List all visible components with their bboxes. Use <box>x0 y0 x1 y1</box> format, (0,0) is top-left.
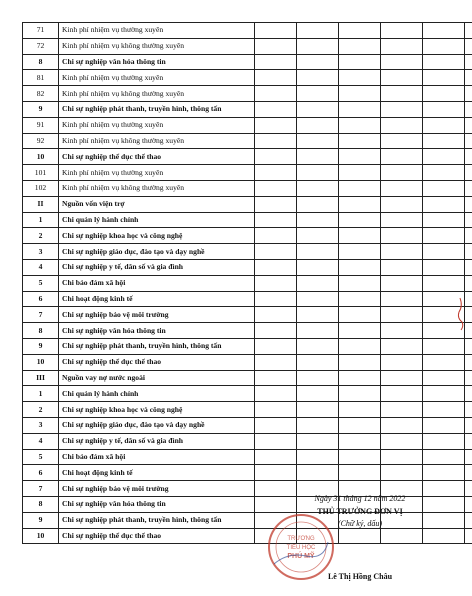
row-number-cell: 8 <box>23 496 59 512</box>
value-cell <box>297 117 339 133</box>
value-cell <box>339 212 381 228</box>
row-name-cell: Chi sự nghiệp phát thanh, truyền hình, thông tấn <box>59 512 255 528</box>
value-cell <box>465 86 472 102</box>
value-cell <box>339 196 381 212</box>
signature-date: Ngày 31 tháng 12 năm 2022 <box>314 494 406 503</box>
value-cell <box>465 259 472 275</box>
value-cell <box>339 354 381 370</box>
value-cell <box>255 386 297 402</box>
table-row <box>23 386 472 402</box>
table-row <box>23 54 472 70</box>
value-cell <box>423 117 465 133</box>
value-cell <box>297 338 339 354</box>
value-cell <box>339 275 381 291</box>
value-cell <box>381 117 423 133</box>
row-name-cell: Chi bảo đảm xã hội <box>59 275 255 291</box>
row-number-cell: 9 <box>23 101 59 117</box>
value-cell <box>297 370 339 386</box>
row-number-cell: 7 <box>23 481 59 497</box>
value-cell <box>423 212 465 228</box>
budget-table-body <box>23 23 472 544</box>
table-row <box>23 338 472 354</box>
signature-note: (Chữ ký, dấu) <box>337 519 383 528</box>
value-cell <box>465 275 472 291</box>
value-cell <box>423 101 465 117</box>
row-number-cell: 7 <box>23 307 59 323</box>
value-cell <box>255 117 297 133</box>
value-cell <box>381 101 423 117</box>
row-name-cell: Kinh phí nhiệm vụ không thường xuyên <box>59 86 255 102</box>
value-cell <box>297 101 339 117</box>
row-name-cell: Chi sự nghiệp bảo vệ môi trường <box>59 307 255 323</box>
value-cell <box>465 496 472 512</box>
value-cell <box>423 38 465 54</box>
table-row <box>23 196 472 212</box>
value-cell <box>465 165 472 181</box>
value-cell <box>423 433 465 449</box>
value-cell <box>297 307 339 323</box>
table-row <box>23 433 472 449</box>
svg-text:TRƯỜNG: TRƯỜNG <box>287 536 315 542</box>
table-row <box>23 228 472 244</box>
value-cell <box>381 433 423 449</box>
row-number-cell: 5 <box>23 275 59 291</box>
value-cell <box>339 70 381 86</box>
signature-title: THỦ TRƯỞNG ĐƠN VỊ <box>317 506 403 516</box>
value-cell <box>339 338 381 354</box>
value-cell <box>423 338 465 354</box>
value-cell <box>465 528 472 544</box>
value-cell <box>465 338 472 354</box>
value-cell <box>255 370 297 386</box>
value-cell <box>381 86 423 102</box>
row-name-cell: Chi sự nghiệp bảo vệ môi trường <box>59 481 255 497</box>
value-cell <box>465 449 472 465</box>
table-row <box>23 149 472 165</box>
table-row <box>23 307 472 323</box>
value-cell <box>339 259 381 275</box>
value-cell <box>339 86 381 102</box>
value-cell <box>339 117 381 133</box>
value-cell <box>381 54 423 70</box>
value-cell <box>255 244 297 260</box>
table-row <box>23 165 472 181</box>
row-name-cell: Chi sự nghiệp văn hóa thông tin <box>59 496 255 512</box>
value-cell <box>381 212 423 228</box>
value-cell <box>423 133 465 149</box>
value-cell <box>297 244 339 260</box>
value-cell <box>381 449 423 465</box>
row-number-cell: 101 <box>23 165 59 181</box>
value-cell <box>297 386 339 402</box>
value-cell <box>339 38 381 54</box>
value-cell <box>381 338 423 354</box>
row-number-cell: 10 <box>23 528 59 544</box>
value-cell <box>255 70 297 86</box>
table-row <box>23 291 472 307</box>
row-number-cell: 6 <box>23 291 59 307</box>
value-cell <box>339 180 381 196</box>
value-cell <box>465 386 472 402</box>
row-name-cell: Chi sự nghiệp y tế, dân số và gia đình <box>59 259 255 275</box>
value-cell <box>381 180 423 196</box>
table-row <box>23 133 472 149</box>
value-cell <box>381 244 423 260</box>
value-cell <box>381 323 423 339</box>
value-cell <box>423 386 465 402</box>
row-name-cell: Chi quản lý hành chính <box>59 212 255 228</box>
table-row <box>23 244 472 260</box>
value-cell <box>255 307 297 323</box>
value-cell <box>423 465 465 481</box>
value-cell <box>381 291 423 307</box>
value-cell <box>297 70 339 86</box>
value-cell <box>297 23 339 39</box>
value-cell <box>255 133 297 149</box>
value-cell <box>297 228 339 244</box>
value-cell <box>423 228 465 244</box>
table-row <box>23 370 472 386</box>
value-cell <box>339 101 381 117</box>
value-cell <box>255 417 297 433</box>
table-row <box>23 212 472 228</box>
value-cell <box>423 449 465 465</box>
value-cell <box>465 212 472 228</box>
row-name-cell: Nguồn vốn viện trợ <box>59 196 255 212</box>
value-cell <box>423 275 465 291</box>
row-name-cell: Nguồn vay nợ nước ngoài <box>59 370 255 386</box>
value-cell <box>255 23 297 39</box>
value-cell <box>423 196 465 212</box>
row-number-cell: 8 <box>23 54 59 70</box>
value-cell <box>381 70 423 86</box>
row-number-cell: 3 <box>23 417 59 433</box>
value-cell <box>297 291 339 307</box>
value-cell <box>339 370 381 386</box>
value-cell <box>465 23 472 39</box>
row-number-cell: 10 <box>23 354 59 370</box>
value-cell <box>297 38 339 54</box>
value-cell <box>297 149 339 165</box>
value-cell <box>297 133 339 149</box>
row-name-cell: Kinh phí nhiệm vụ không thường xuyên <box>59 38 255 54</box>
value-cell <box>423 70 465 86</box>
value-cell <box>381 386 423 402</box>
value-cell <box>381 165 423 181</box>
value-cell <box>423 165 465 181</box>
value-cell <box>381 23 423 39</box>
value-cell <box>297 417 339 433</box>
value-cell <box>255 86 297 102</box>
row-number-cell: 71 <box>23 23 59 39</box>
value-cell <box>465 228 472 244</box>
table-row <box>23 38 472 54</box>
table-row <box>23 402 472 418</box>
row-name-cell: Chi sự nghiệp thể dục thể thao <box>59 354 255 370</box>
value-cell <box>423 354 465 370</box>
value-cell <box>339 244 381 260</box>
value-cell <box>339 291 381 307</box>
signer-name: Lê Thị Hồng Châu <box>327 571 393 581</box>
row-name-cell: Chi bảo đảm xã hội <box>59 449 255 465</box>
value-cell <box>339 433 381 449</box>
row-number-cell: 4 <box>23 259 59 275</box>
table-row <box>23 117 472 133</box>
value-cell <box>297 402 339 418</box>
svg-text:TIỂU HỌC: TIỂU HỌC <box>286 545 316 551</box>
row-number-cell: 9 <box>23 512 59 528</box>
row-name-cell: Chi hoạt động kinh tế <box>59 291 255 307</box>
table-row <box>23 180 472 196</box>
row-number-cell: 2 <box>23 402 59 418</box>
value-cell <box>465 133 472 149</box>
value-cell <box>297 275 339 291</box>
value-cell <box>339 449 381 465</box>
row-number-cell: 3 <box>23 244 59 260</box>
row-name-cell: Kinh phí nhiệm vụ thường xuyên <box>59 117 255 133</box>
value-cell <box>381 275 423 291</box>
table-row <box>23 259 472 275</box>
value-cell <box>339 133 381 149</box>
value-cell <box>297 354 339 370</box>
value-cell <box>465 244 472 260</box>
value-cell <box>339 228 381 244</box>
row-name-cell: Chi quản lý hành chính <box>59 386 255 402</box>
value-cell <box>381 354 423 370</box>
value-cell <box>255 101 297 117</box>
value-cell <box>423 370 465 386</box>
value-cell <box>381 307 423 323</box>
table-row <box>23 86 472 102</box>
value-cell <box>297 323 339 339</box>
value-cell <box>381 465 423 481</box>
value-cell <box>465 180 472 196</box>
table-row <box>23 354 472 370</box>
row-number-cell: 91 <box>23 117 59 133</box>
row-name-cell: Kinh phí nhiệm vụ thường xuyên <box>59 165 255 181</box>
value-cell <box>339 165 381 181</box>
value-cell <box>297 449 339 465</box>
value-cell <box>297 212 339 228</box>
svg-text:PHÚ MỸ: PHÚ MỸ <box>287 553 315 560</box>
value-cell <box>339 386 381 402</box>
value-cell <box>423 417 465 433</box>
value-cell <box>423 180 465 196</box>
value-cell <box>465 512 472 528</box>
row-number-cell: 82 <box>23 86 59 102</box>
value-cell <box>465 402 472 418</box>
value-cell <box>255 338 297 354</box>
value-cell <box>381 196 423 212</box>
value-cell <box>339 54 381 70</box>
table-row <box>23 465 472 481</box>
value-cell <box>255 149 297 165</box>
value-cell <box>255 38 297 54</box>
value-cell <box>465 370 472 386</box>
row-number-cell: 8 <box>23 323 59 339</box>
value-cell <box>297 86 339 102</box>
row-number-cell: 10 <box>23 149 59 165</box>
row-name-cell: Chi sự nghiệp thể dục thể thao <box>59 149 255 165</box>
value-cell <box>381 402 423 418</box>
value-cell <box>381 133 423 149</box>
value-cell <box>381 417 423 433</box>
row-name-cell: Chi sự nghiệp văn hóa thông tin <box>59 323 255 339</box>
value-cell <box>465 54 472 70</box>
table-row <box>23 417 472 433</box>
table-row <box>23 323 472 339</box>
value-cell <box>465 149 472 165</box>
value-cell <box>423 244 465 260</box>
row-name-cell: Chi sự nghiệp giáo dục, đào tạo và dạy nghề <box>59 244 255 260</box>
value-cell <box>255 54 297 70</box>
row-name-cell: Chi sự nghiệp phát thanh, truyền hình, thông tấn <box>59 101 255 117</box>
value-cell <box>465 417 472 433</box>
value-cell <box>339 402 381 418</box>
value-cell <box>255 228 297 244</box>
value-cell <box>465 38 472 54</box>
budget-table <box>22 22 472 544</box>
row-name-cell: Chi sự nghiệp phát thanh, truyền hình, thông tấn <box>59 338 255 354</box>
row-name-cell: Chi hoạt động kinh tế <box>59 465 255 481</box>
value-cell <box>465 481 472 497</box>
value-cell <box>297 180 339 196</box>
value-cell <box>255 275 297 291</box>
row-number-cell: 9 <box>23 338 59 354</box>
value-cell <box>339 417 381 433</box>
value-cell <box>297 54 339 70</box>
value-cell <box>255 402 297 418</box>
value-cell <box>465 70 472 86</box>
value-cell <box>255 354 297 370</box>
value-cell <box>339 465 381 481</box>
value-cell <box>423 402 465 418</box>
row-number-cell: 6 <box>23 465 59 481</box>
row-number-cell: 4 <box>23 433 59 449</box>
signature-block <box>262 493 458 583</box>
value-cell <box>255 259 297 275</box>
value-cell <box>465 117 472 133</box>
value-cell <box>381 149 423 165</box>
table-row <box>23 70 472 86</box>
row-number-cell: 92 <box>23 133 59 149</box>
row-number-cell: III <box>23 370 59 386</box>
value-cell <box>423 259 465 275</box>
value-cell <box>255 433 297 449</box>
table-row <box>23 275 472 291</box>
value-cell <box>465 465 472 481</box>
value-cell <box>423 23 465 39</box>
row-name-cell: Kinh phí nhiệm vụ thường xuyên <box>59 70 255 86</box>
value-cell <box>381 228 423 244</box>
value-cell <box>255 180 297 196</box>
value-cell <box>255 212 297 228</box>
row-name-cell: Chi sự nghiệp khoa học và công nghệ <box>59 228 255 244</box>
row-name-cell: Chi sự nghiệp khoa học và công nghệ <box>59 402 255 418</box>
value-cell <box>381 259 423 275</box>
value-cell <box>339 149 381 165</box>
value-cell <box>297 165 339 181</box>
row-number-cell: 72 <box>23 38 59 54</box>
value-cell <box>297 465 339 481</box>
row-name-cell: Chi sự nghiệp giáo dục, đào tạo và dạy nghề <box>59 417 255 433</box>
value-cell <box>297 196 339 212</box>
value-cell <box>297 433 339 449</box>
row-number-cell: 81 <box>23 70 59 86</box>
value-cell <box>255 165 297 181</box>
value-cell <box>297 259 339 275</box>
value-cell <box>381 370 423 386</box>
value-cell <box>423 149 465 165</box>
value-cell <box>255 291 297 307</box>
row-name-cell: Chi sự nghiệp y tế, dân số và gia đình <box>59 433 255 449</box>
row-number-cell: 2 <box>23 228 59 244</box>
value-cell <box>423 54 465 70</box>
value-cell <box>381 38 423 54</box>
row-name-cell: Chi sự nghiệp văn hóa thông tin <box>59 54 255 70</box>
row-number-cell: 1 <box>23 386 59 402</box>
value-cell <box>465 354 472 370</box>
row-number-cell: 5 <box>23 449 59 465</box>
row-name-cell: Kinh phí nhiệm vụ thường xuyên <box>59 23 255 39</box>
row-name-cell: Kinh phí nhiệm vụ không thường xuyên <box>59 180 255 196</box>
value-cell <box>339 23 381 39</box>
row-number-cell: 1 <box>23 212 59 228</box>
row-name-cell: Chi sự nghiệp thể dục thể thao <box>59 528 255 544</box>
value-cell <box>339 323 381 339</box>
value-cell <box>339 307 381 323</box>
table-row <box>23 101 472 117</box>
value-cell <box>465 101 472 117</box>
row-number-cell: II <box>23 196 59 212</box>
table-row <box>23 449 472 465</box>
table-row <box>23 23 472 39</box>
value-cell <box>465 196 472 212</box>
value-cell <box>423 86 465 102</box>
value-cell <box>255 465 297 481</box>
row-name-cell: Kinh phí nhiệm vụ không thường xuyên <box>59 133 255 149</box>
value-cell <box>255 196 297 212</box>
value-cell <box>465 433 472 449</box>
pen-mark <box>455 296 467 332</box>
row-number-cell: 102 <box>23 180 59 196</box>
value-cell <box>255 323 297 339</box>
value-cell <box>255 449 297 465</box>
